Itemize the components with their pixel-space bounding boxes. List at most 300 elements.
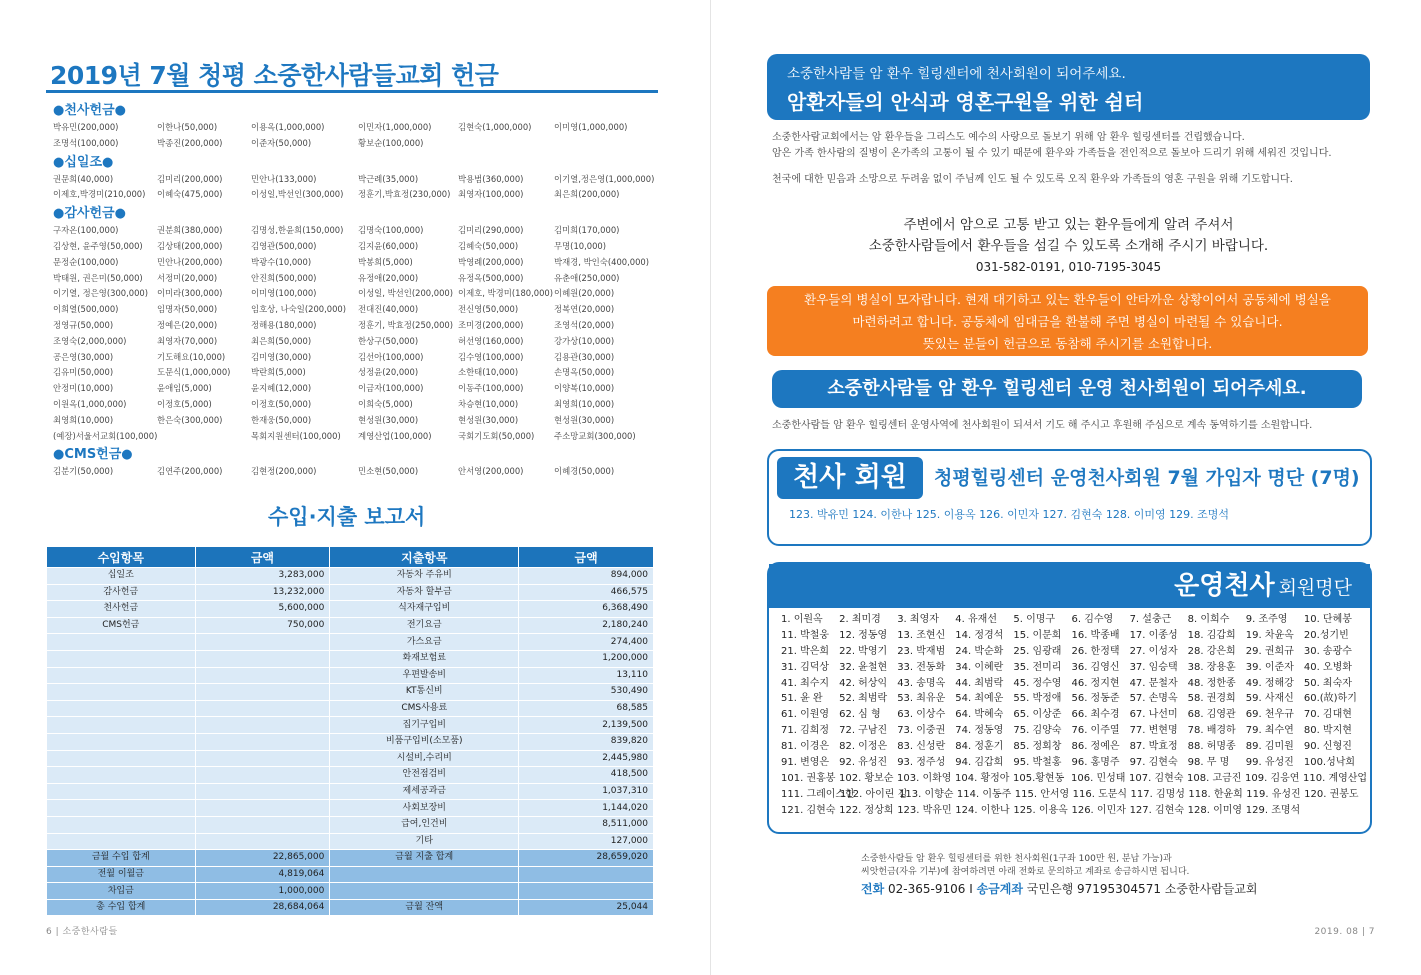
member-entry: 95. 박철홍 bbox=[1013, 757, 1062, 769]
table-cell bbox=[47, 650, 196, 667]
table-row bbox=[47, 717, 654, 734]
angel-new-members: 123. 박유민 124. 이한나 125. 이용옥 126. 이민자 127. 김현숙 128. 이미영 129. 조명석 bbox=[789, 508, 1230, 521]
donor-entry: 구자온(100,000) bbox=[53, 225, 119, 236]
member-entry: 5. 이명구 bbox=[1013, 614, 1056, 625]
member-entry: 59. 사재신 bbox=[1245, 693, 1294, 705]
table-cell: 사회보장비 bbox=[330, 800, 519, 817]
table-cell bbox=[330, 883, 519, 900]
table-cell: 68,585 bbox=[519, 700, 654, 717]
donation-section bbox=[53, 446, 663, 480]
finance-table bbox=[46, 546, 654, 916]
donor-entry: 김상태(200,000) bbox=[157, 240, 223, 251]
member-entry: 75. 김양숙 bbox=[1013, 725, 1062, 737]
member-entry: 7. 설충근 bbox=[1129, 614, 1172, 625]
member-entry: 97. 김현숙 bbox=[1129, 757, 1178, 769]
member-entry: 23. 박재범 bbox=[897, 645, 946, 657]
member-entry: 126. 이민자 bbox=[1071, 804, 1126, 816]
table-cell bbox=[47, 667, 196, 684]
member-entry: 108. 고금진 bbox=[1187, 772, 1242, 784]
member-entry: 11. 박철웅 bbox=[781, 629, 830, 641]
donor-entry: 이민자(1,000,000) bbox=[358, 122, 432, 132]
member-entry: 68. 김영관 bbox=[1187, 709, 1236, 721]
total-row bbox=[47, 866, 654, 883]
donor-entry bbox=[157, 429, 251, 445]
donor-entry: 김명숙(100,000) bbox=[358, 225, 424, 236]
donation-row bbox=[53, 464, 663, 480]
table-cell: 자동차 주유비 bbox=[330, 568, 519, 585]
donor-entry: 손명옥(50,000) bbox=[554, 367, 615, 378]
member-entry: 122. 정상희 bbox=[839, 804, 894, 816]
member-entry: 33. 전동화 bbox=[897, 661, 946, 673]
donor-entry: 한상구(50,000) bbox=[358, 335, 419, 346]
member-entry: 119. 유성진 bbox=[1246, 788, 1301, 800]
member-row bbox=[781, 787, 1362, 803]
donor-entry: 정해용(180,000) bbox=[251, 319, 317, 330]
table-cell: 13,232,000 bbox=[195, 584, 330, 601]
table-cell: 시설비,수리비 bbox=[330, 750, 519, 767]
member-entry: 21. 박은희 bbox=[781, 645, 830, 657]
member-entry: 99. 유성진 bbox=[1245, 757, 1294, 769]
table-cell: 530,490 bbox=[519, 684, 654, 701]
donor-entry: 최영자(100,000) bbox=[458, 189, 524, 200]
member-entry: 92. 유성진 bbox=[839, 757, 888, 769]
table-cell bbox=[47, 783, 196, 800]
table-cell: 금월 수입 합계 bbox=[47, 850, 196, 867]
angel-box bbox=[767, 449, 1372, 546]
member-entry: 69. 천우규 bbox=[1245, 709, 1294, 721]
member-entry: 56. 정동준 bbox=[1071, 693, 1120, 705]
member-entry: 27. 이성자 bbox=[1129, 645, 1178, 657]
referral-line-2: 소중한사람들에서 환우들을 섬길 수 있도록 소개해 주시기 바랍니다. bbox=[868, 238, 1269, 254]
member-entry: 101. 권홍봉 bbox=[781, 772, 836, 784]
donor-entry: 이성일, 박선인(200,000) bbox=[358, 288, 454, 299]
table-cell: 자동차 할부금 bbox=[330, 584, 519, 601]
table-row bbox=[47, 650, 654, 667]
member-entry: 16. 박종배 bbox=[1071, 629, 1120, 641]
member-entry: 8. 이희수 bbox=[1187, 614, 1230, 625]
member-entry: 34. 이혜란 bbox=[955, 661, 1004, 673]
donor-entry: 계영산업(100,000) bbox=[358, 430, 432, 441]
member-row bbox=[781, 612, 1362, 628]
table-cell: 894,000 bbox=[519, 568, 654, 585]
donation-row bbox=[53, 381, 663, 397]
donation-row bbox=[53, 302, 663, 318]
table-cell: 2,445,980 bbox=[519, 750, 654, 767]
table-row bbox=[47, 800, 654, 817]
member-entry: 1. 이원옥 bbox=[781, 614, 823, 625]
member-entry: 6. 김수영 bbox=[1071, 614, 1114, 625]
table-cell bbox=[195, 650, 330, 667]
table-cell bbox=[195, 667, 330, 684]
member-entry: 37. 임승택 bbox=[1129, 661, 1178, 673]
member-entry: 109. 김응연 bbox=[1245, 772, 1300, 784]
member-entry: 41. 최수지 bbox=[781, 677, 830, 689]
donor-entry: 박란희(5,000) bbox=[251, 367, 306, 378]
donor-entry: 정영규(50,000) bbox=[53, 319, 114, 330]
donation-row bbox=[53, 187, 663, 203]
member-row bbox=[781, 660, 1362, 676]
donor-entry: 현성원(30,000) bbox=[554, 414, 615, 425]
donor-entry: 김현정(200,000) bbox=[251, 466, 317, 477]
referral-text bbox=[767, 215, 1370, 278]
table-cell: 1,144,020 bbox=[519, 800, 654, 817]
table-cell bbox=[47, 684, 196, 701]
member-entry: 26. 한정택 bbox=[1071, 645, 1120, 657]
member-entry: 91. 변영은 bbox=[781, 757, 830, 769]
table-cell bbox=[195, 684, 330, 701]
table-cell: 22,865,000 bbox=[195, 850, 330, 867]
table-cell: 안전점검비 bbox=[330, 767, 519, 784]
donor-entry: 김수영(100,000) bbox=[458, 351, 524, 362]
table-cell bbox=[519, 866, 654, 883]
table-cell bbox=[195, 800, 330, 817]
donor-entry: 김미영(30,000) bbox=[251, 351, 312, 362]
table-row bbox=[47, 783, 654, 800]
table-row bbox=[47, 617, 654, 634]
intro-line-1: 소중한사람교회에서는 암 환우들을 그리스도 예수의 사랑으로 돌보기 위해 암 환우 힐링센터를 건립했습니다. bbox=[772, 132, 1245, 143]
donor-entry: 임명자(50,000) bbox=[157, 304, 218, 315]
table-cell bbox=[47, 750, 196, 767]
table-cell: 750,000 bbox=[195, 617, 330, 634]
banner-subtitle: 소중한사람들 암 환우 힐링센터에 천사회원이 되어주세요. bbox=[787, 66, 1126, 82]
member-entry: 65. 이상준 bbox=[1013, 709, 1062, 721]
donor-entry bbox=[458, 136, 554, 152]
table-cell: CMS헌금 bbox=[47, 617, 196, 634]
member-entry: 117. 김명성 bbox=[1130, 788, 1185, 800]
donor-entry: 목회지원센터(100,000) bbox=[251, 430, 341, 441]
member-entry: 19. 차윤옥 bbox=[1245, 629, 1294, 641]
table-cell bbox=[195, 634, 330, 651]
donor-entry: 이원옥(1,000,000) bbox=[53, 398, 127, 409]
donor-entry: 현성원(30,000) bbox=[458, 414, 519, 425]
member-entry: 51. 윤 완 bbox=[781, 693, 823, 705]
donation-heading: ●천사헌금● bbox=[53, 103, 126, 118]
donor-entry: 이혜경(50,000) bbox=[554, 466, 615, 477]
table-cell bbox=[47, 634, 196, 651]
referral-line-1: 주변에서 암으로 고통 받고 있는 환우들에게 알려 주셔서 bbox=[903, 217, 1234, 233]
member-row bbox=[781, 676, 1362, 692]
donation-row bbox=[53, 429, 663, 445]
table-cell: 8,511,000 bbox=[519, 816, 654, 833]
table-cell: 식자재구입비 bbox=[330, 601, 519, 618]
donor-entry: 정복연(20,000) bbox=[554, 304, 615, 315]
member-entry: 4. 유재선 bbox=[955, 614, 997, 625]
member-entry: 84. 정훈기 bbox=[955, 741, 1004, 753]
title-rule bbox=[46, 90, 658, 93]
donor-entry: 문정순(100,000) bbox=[53, 256, 119, 267]
table-cell bbox=[195, 717, 330, 734]
table-cell: 급여,인건비 bbox=[330, 816, 519, 833]
member-entry: 125. 이용옥 bbox=[1013, 804, 1068, 816]
donor-entry: 이성일,박선인(300,000) bbox=[251, 189, 344, 200]
table-cell: 127,000 bbox=[519, 833, 654, 850]
donor-entry: 이희숙(5,000) bbox=[358, 398, 413, 409]
donor-entry: 민안나(133,000) bbox=[251, 173, 317, 184]
member-entry: 120. 권봉도 bbox=[1304, 788, 1359, 800]
member-entry: 28. 강은희 bbox=[1187, 645, 1236, 657]
table-cell: 13,110 bbox=[519, 667, 654, 684]
donation-heading: ●십일조● bbox=[53, 154, 114, 170]
member-entry: 112. 아이린 김 bbox=[840, 788, 908, 800]
donor-entry: 조미경(200,000) bbox=[458, 319, 524, 330]
donor-entry: 정훈기,박효정(230,000) bbox=[358, 189, 451, 200]
member-entry: 44. 최범락 bbox=[955, 677, 1004, 689]
table-cell bbox=[195, 733, 330, 750]
donor-entry: 현성원(30,000) bbox=[358, 414, 419, 425]
table-cell: 십일조 bbox=[47, 568, 196, 585]
intro-line-3: 천국에 대한 믿음과 소망으로 두려움 없이 주님께 인도 될 수 있도록 오직 환우와 가족들의 영혼 구원을 위해 기도합니다. bbox=[772, 174, 1293, 185]
member-entry: 111. 그레이스한 bbox=[781, 788, 855, 800]
table-cell bbox=[195, 750, 330, 767]
member-entry: 64. 박혜숙 bbox=[955, 709, 1004, 721]
donor-entry: 최영자(70,000) bbox=[157, 335, 218, 346]
contact-line bbox=[861, 883, 1341, 896]
member-entry: 116. 도문식 bbox=[1072, 788, 1128, 800]
table-cell bbox=[195, 833, 330, 850]
member-entry: 128. 이미영 bbox=[1187, 804, 1243, 816]
donor-entry: 서정미(20,000) bbox=[157, 272, 218, 283]
member-entry: 114. 이동주 bbox=[956, 788, 1012, 800]
donor-entry: 김상현, 윤주영(50,000) bbox=[53, 240, 143, 251]
contact-info bbox=[861, 853, 1341, 896]
angel-label: 천사 회원 bbox=[777, 457, 923, 499]
members-grid bbox=[769, 608, 1370, 819]
member-text: 소중한사람들 암 환우 힐링센터 운영사역에 천사회원이 되셔서 기도 해 주시고 후원해 주심으로 계속 동역하기를 소원합니다. bbox=[772, 420, 1313, 431]
donation-row bbox=[53, 255, 663, 271]
donor-entry: 주소망교회(300,000) bbox=[554, 430, 636, 441]
donor-entry: 윤지혜(12,000) bbox=[251, 383, 312, 394]
col-income-item: 수입항목 bbox=[47, 547, 196, 568]
table-cell: 466,575 bbox=[519, 584, 654, 601]
member-entry: 129. 조명석 bbox=[1245, 804, 1301, 816]
left-page bbox=[0, 0, 710, 975]
table-cell: 우편발송비 bbox=[330, 667, 519, 684]
member-row bbox=[781, 691, 1362, 707]
donor-entry: 민안나(200,000) bbox=[157, 256, 223, 267]
table-cell: 화재보험료 bbox=[330, 650, 519, 667]
member-entry: 25. 임광래 bbox=[1013, 645, 1062, 657]
donor-entry: 조영석(20,000) bbox=[554, 319, 615, 330]
donation-list bbox=[53, 100, 663, 480]
table-row bbox=[47, 733, 654, 750]
member-entry: 10. 단혜봉 bbox=[1303, 614, 1352, 625]
donation-row bbox=[53, 120, 663, 136]
table-row bbox=[47, 750, 654, 767]
intro-text bbox=[772, 130, 1372, 188]
member-entry: 88. 허명종 bbox=[1187, 741, 1236, 753]
table-cell: 2,180,240 bbox=[519, 617, 654, 634]
account-number: 국민은행 97195304571 소중한사람들교회 bbox=[1026, 882, 1258, 896]
donor-entry: 이준자(50,000) bbox=[251, 137, 312, 148]
table-cell: 25,044 bbox=[519, 899, 654, 916]
urgent-line-1: 환우들의 병실이 모자랍니다. 현재 대기하고 있는 환우들이 안타까운 상황이어서 공동체에 병실을 bbox=[804, 292, 1331, 307]
member-entry: 121. 김현숙 bbox=[781, 804, 836, 816]
table-row bbox=[47, 833, 654, 850]
donor-entry: 국회기도회(50,000) bbox=[458, 430, 535, 441]
member-entry: 2. 최미경 bbox=[839, 614, 881, 625]
donor-entry: 박종진(200,000) bbox=[157, 137, 223, 148]
donor-entry: 김명성,한윤희(150,000) bbox=[251, 225, 344, 236]
donor-entry: 김영관(500,000) bbox=[251, 240, 317, 251]
member-entry: 72. 구남진 bbox=[839, 725, 888, 737]
member-entry: 90. 신형진 bbox=[1303, 741, 1352, 753]
donor-entry: 공은영(30,000) bbox=[53, 351, 114, 362]
intro-line-2: 암은 가족 한사람의 질병이 온가족의 고통이 될 수 있기 때문에 환우와 가족들을 전인적으로 돌보아 드리기 위해 세워진 것입니다. bbox=[772, 148, 1332, 159]
table-cell: 감사헌금 bbox=[47, 584, 196, 601]
table-cell: 가스요금 bbox=[330, 634, 519, 651]
table-cell: 6,368,490 bbox=[519, 601, 654, 618]
member-entry: 73. 이중권 bbox=[897, 725, 946, 737]
table-cell bbox=[519, 883, 654, 900]
member-entry: 60.(故)하기 bbox=[1303, 693, 1357, 705]
table-cell bbox=[47, 717, 196, 734]
member-entry: 86. 정예은 bbox=[1071, 741, 1120, 753]
donor-entry: 조명석(100,000) bbox=[53, 137, 119, 148]
banner-title: 암환자들의 안식과 영혼구원을 위한 쉼터 bbox=[787, 90, 1144, 114]
member-entry: 124. 이한나 bbox=[955, 804, 1010, 816]
member-entry: 107. 김현숙 bbox=[1129, 772, 1184, 784]
col-expense-amount: 금액 bbox=[519, 547, 654, 568]
donor-entry: 김용관(30,000) bbox=[554, 351, 615, 362]
member-entry: 39. 이준자 bbox=[1245, 661, 1294, 673]
member-entry: 70. 김대현 bbox=[1303, 709, 1352, 721]
table-cell bbox=[195, 767, 330, 784]
member-entry: 24. 박순화 bbox=[955, 645, 1004, 657]
table-cell bbox=[47, 700, 196, 717]
member-entry: 31. 김덕상 bbox=[781, 661, 830, 673]
member-entry: 32. 윤철현 bbox=[839, 661, 888, 673]
donation-row bbox=[53, 397, 663, 413]
donor-entry: 전신영(50,000) bbox=[458, 304, 519, 315]
phone-label: 전화 bbox=[861, 882, 885, 896]
donation-row bbox=[53, 172, 663, 188]
donor-entry: 이동주(100,000) bbox=[458, 383, 524, 394]
member-entry: 30. 송광수 bbox=[1303, 645, 1352, 657]
members-box bbox=[767, 562, 1372, 834]
table-row bbox=[47, 816, 654, 833]
donor-entry: 성정윤(20,000) bbox=[358, 367, 419, 378]
finance-table-body bbox=[47, 568, 654, 916]
members-title: 운영천사 bbox=[1174, 571, 1275, 601]
table-cell: 비품구입비(소모품) bbox=[330, 733, 519, 750]
donor-entry: 유정애(20,000) bbox=[358, 272, 419, 283]
table-cell: 천사헌금 bbox=[47, 601, 196, 618]
members-subtitle: 회원명단 bbox=[1278, 577, 1352, 599]
member-entry: 93. 정주성 bbox=[897, 757, 946, 769]
member-entry: 74. 정동영 bbox=[955, 725, 1004, 737]
table-cell: 274,400 bbox=[519, 634, 654, 651]
donor-entry: 이미라(300,000) bbox=[157, 288, 223, 299]
table-row bbox=[47, 601, 654, 618]
member-entry: 63. 이상수 bbox=[897, 709, 946, 721]
donor-entry: 김미리(290,000) bbox=[458, 225, 524, 236]
member-entry: 81. 이경은 bbox=[781, 741, 830, 753]
donor-entry: 유정옥(500,000) bbox=[458, 272, 524, 283]
donor-entry: 이혜원(20,000) bbox=[554, 288, 615, 299]
member-row bbox=[781, 739, 1362, 755]
member-entry bbox=[1304, 803, 1362, 819]
donor-entry: 김연주(200,000) bbox=[157, 466, 223, 477]
table-cell: 1,037,310 bbox=[519, 783, 654, 800]
member-entry: 50. 최숙자 bbox=[1303, 677, 1352, 689]
table-cell: 기타 bbox=[330, 833, 519, 850]
page-title: 2019년 7월 청평 소중한사람들교회 헌금 bbox=[50, 61, 499, 90]
angel-heading: 청평힐링센터 운영천사회원 7월 가입자 명단 (7명) bbox=[934, 467, 1360, 489]
donation-row bbox=[53, 271, 663, 287]
member-entry: 80. 박지현 bbox=[1303, 725, 1352, 737]
donor-entry: 박봉희(5,000) bbox=[358, 256, 413, 267]
table-cell: 3,283,000 bbox=[195, 568, 330, 585]
member-entry: 29. 권희규 bbox=[1245, 645, 1294, 657]
table-cell: 제세공과금 bbox=[330, 783, 519, 800]
right-page bbox=[711, 0, 1421, 975]
member-entry: 77. 변현명 bbox=[1129, 725, 1178, 737]
member-entry: 9. 조주영 bbox=[1245, 614, 1288, 625]
urgent-notice bbox=[767, 286, 1368, 356]
member-entry: 40. 오병화 bbox=[1303, 661, 1352, 673]
donor-entry: 유춘애(250,000) bbox=[554, 272, 620, 283]
top-banner bbox=[767, 54, 1370, 120]
left-footer: 6 | 소중한사람들 bbox=[46, 927, 118, 937]
donor-entry: 최은희(200,000) bbox=[554, 189, 620, 200]
col-expense-item: 지출항목 bbox=[330, 547, 519, 568]
member-row bbox=[781, 803, 1362, 819]
donor-entry: 최영희(10,000) bbox=[554, 398, 615, 409]
donor-entry: 김혜숙(50,000) bbox=[458, 240, 519, 251]
donor-entry: 이정호(50,000) bbox=[251, 398, 312, 409]
table-cell: 전월 이월금 bbox=[47, 866, 196, 883]
member-entry: 45. 정수영 bbox=[1013, 677, 1062, 689]
report-title: 수입·지출 보고서 bbox=[268, 505, 426, 529]
donation-section bbox=[53, 102, 663, 152]
account-label: 송금계좌 bbox=[976, 882, 1023, 896]
donor-entry: 이기열, 정은영(300,000) bbox=[53, 288, 149, 299]
total-row bbox=[47, 899, 654, 916]
donor-entry: 이용옥(1,000,000) bbox=[251, 122, 325, 132]
member-entry: 76. 이주열 bbox=[1071, 725, 1120, 737]
donor-entry: 이정호(5,000) bbox=[157, 398, 212, 409]
donor-entry: 안정미(10,000) bbox=[53, 383, 114, 394]
member-entry: 22. 박영기 bbox=[839, 645, 888, 657]
member-entry: 57. 손명옥 bbox=[1129, 693, 1178, 705]
donor-entry: 권문희(40,000) bbox=[53, 173, 114, 184]
table-cell: 차입금 bbox=[47, 883, 196, 900]
member-entry: 127. 김현숙 bbox=[1129, 804, 1184, 816]
table-cell: 839,820 bbox=[519, 733, 654, 750]
donor-entry bbox=[554, 136, 663, 152]
donor-entry: 안진희(500,000) bbox=[251, 272, 317, 283]
member-row bbox=[781, 707, 1362, 723]
member-row bbox=[781, 628, 1362, 644]
donation-row bbox=[53, 239, 663, 255]
table-row bbox=[47, 700, 654, 717]
donation-row bbox=[53, 334, 663, 350]
donor-entry: 도문식(1,000,000) bbox=[157, 367, 231, 378]
member-entry: 46. 정지현 bbox=[1071, 677, 1120, 689]
donor-entry: 박유민(200,000) bbox=[53, 122, 119, 132]
donor-entry: 안서영(200,000) bbox=[458, 466, 524, 477]
member-entry: 89. 김미원 bbox=[1245, 741, 1294, 753]
donor-entry: 김분기(50,000) bbox=[53, 466, 114, 477]
donor-entry: 무명(10,000) bbox=[554, 240, 607, 251]
member-entry: 71. 김희정 bbox=[781, 725, 830, 737]
donor-entry: 강가상(10,000) bbox=[554, 335, 615, 346]
table-cell bbox=[47, 767, 196, 784]
table-row bbox=[47, 584, 654, 601]
donation-row bbox=[53, 136, 663, 152]
donation-row bbox=[53, 223, 663, 239]
member-entry: 94. 김갑희 bbox=[955, 757, 1004, 769]
